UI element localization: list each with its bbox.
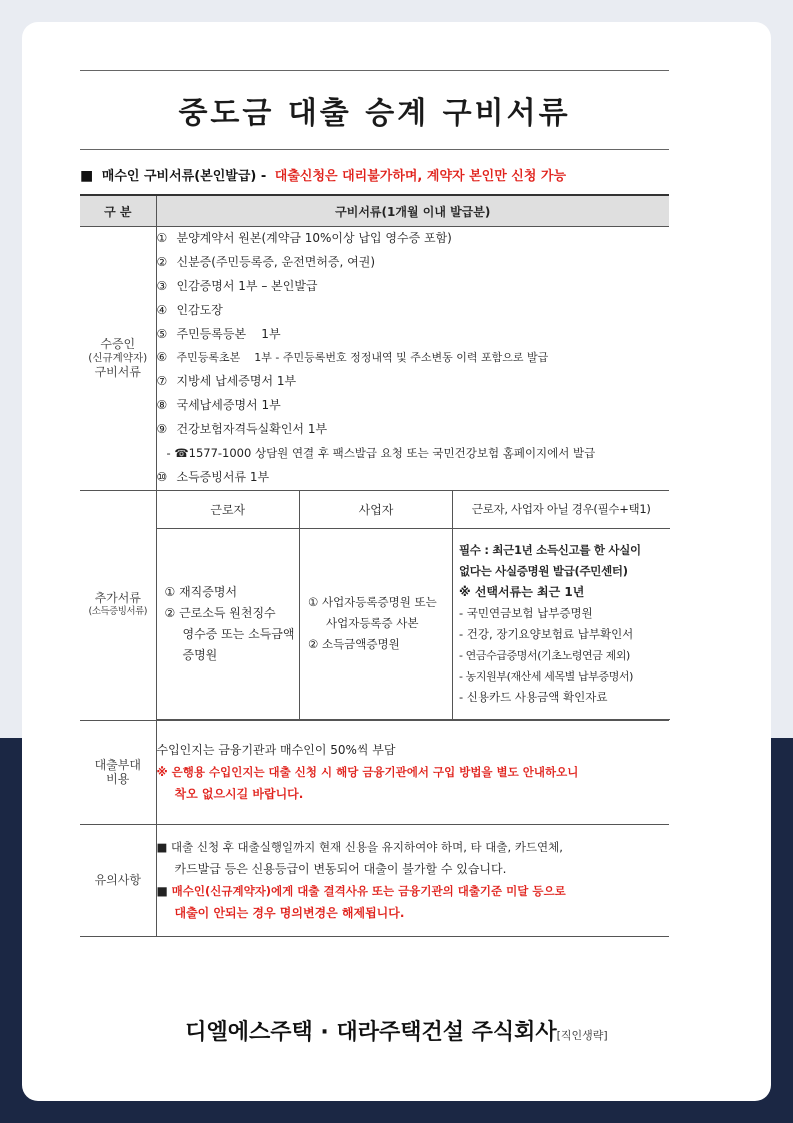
employee-doc-line: ① 재직증명서	[164, 584, 238, 599]
item-text: 주민등록등본 1부	[176, 326, 281, 341]
notes-row	[80, 824, 669, 936]
square-bullet-icon: ■	[156, 884, 168, 899]
page-title: 중도금 대출 승계 구비서류	[178, 96, 571, 131]
list-item	[157, 323, 670, 347]
header-documents: 구비서류(1개월 이내 발급분)	[156, 195, 669, 227]
item-number: ③	[156, 278, 168, 293]
list-item-note	[157, 442, 670, 466]
company-footer	[0, 1015, 793, 1046]
cost-warning-line: ※ 은행용 수입인지는 대출 신청 시 해당 금융기관에서 구입 방법을 별도 안내하오니	[156, 765, 579, 780]
list-item	[157, 346, 670, 370]
employee-doc-line: ② 근로소득 원천징수	[164, 605, 276, 620]
optional-doc-line: - 국민연금보험 납부증명원	[459, 605, 593, 620]
title-bottom-rule	[80, 149, 669, 150]
col-other: 근로자, 사업자 아닐 경우(필수+택1)	[453, 491, 670, 529]
item-number: ①	[156, 231, 168, 245]
table-header-row	[80, 195, 669, 227]
additional-docs-row	[80, 490, 669, 720]
employee-docs	[157, 528, 300, 719]
label-line: 비용	[106, 772, 130, 787]
item-number: ④	[156, 302, 168, 317]
company-name: 디엘에스주택 · 대라주택건설 주식회사	[185, 1020, 557, 1045]
label-line: 구비서류	[94, 365, 141, 380]
label-line: (신규계약자)	[88, 352, 148, 365]
item-text: 국세납세증명서 1부	[176, 398, 281, 413]
subtable-header-row	[157, 491, 670, 529]
seal-note: [직인생략]	[556, 1029, 608, 1042]
notes-content	[156, 824, 669, 936]
item-number: ⑨	[156, 422, 168, 437]
note-warning-text: 대출이 안되는 경우 명의변경은 해제됩니다.	[174, 906, 405, 921]
square-bullet-icon: ■	[80, 168, 94, 184]
list-item	[157, 418, 670, 442]
cost-label	[80, 720, 156, 824]
item-number: ⑦	[156, 374, 168, 389]
item-number: ⑧	[156, 398, 168, 413]
list-item	[157, 275, 670, 299]
item-number: ⑥	[156, 350, 168, 365]
required-docs-list	[156, 227, 669, 491]
business-doc-line: ① 사업자등록증명원 또는	[308, 595, 437, 610]
documents-table	[80, 194, 669, 937]
item-text: 인감도장	[176, 302, 223, 317]
item-text: 분양계약서 원본(계약금 10%이상 납입 영수증 포함)	[176, 231, 452, 245]
item-number: ②	[156, 254, 168, 269]
list-item	[157, 466, 670, 490]
item-text: 신분증(주민등록증, 운전면허증, 여권)	[176, 254, 376, 269]
list-item	[157, 227, 670, 251]
item-text: 인감증명서 1부 – 본인발급	[176, 278, 318, 293]
item-text: 지방세 납세증명서 1부	[176, 374, 297, 389]
header-category: 구 분	[80, 195, 156, 227]
business-doc-line: 사업자등록증 사본	[326, 616, 419, 631]
optional-doc-line: - 농지원부(재산세 세목별 납부증명서)	[459, 669, 634, 683]
optional-doc-line: - 건강, 장기요양보험료 납부확인서	[459, 626, 634, 641]
optional-title: ※ 선택서류는 최근 1년	[459, 584, 585, 599]
note-line	[157, 880, 670, 902]
notes-label: 유의사항	[80, 824, 156, 936]
list-item	[157, 251, 670, 275]
list-item	[157, 370, 670, 394]
business-docs	[300, 528, 453, 719]
item-number: ⑩	[156, 469, 168, 484]
label-line: 대출부대	[94, 758, 141, 773]
note-warning-text: 매수인(신규계약자)에게 대출 결격사유 또는 금융기관의 대출기준 미달 등으로	[171, 884, 566, 899]
cost-line: 수입인지는 금융기관과 매수인이 50%씩 부담	[156, 743, 396, 758]
note-line: 카드발급 등은 신용등급이 변동되어 대출이 불가할 수 있습니다.	[174, 862, 507, 877]
item-text: 주민등록초본 1부 - 주민등록번호 정정내역 및 주소변동 이력 포함으로 발급	[176, 351, 549, 365]
other-docs	[453, 528, 670, 719]
col-business: 사업자	[300, 491, 453, 529]
list-item	[157, 299, 670, 323]
cost-content	[156, 720, 669, 824]
additional-docs-label	[80, 490, 156, 720]
additional-docs-cell	[156, 490, 669, 720]
other-required-line: 없다는 사실증명원 발급(주민센터)	[459, 563, 628, 578]
section-warning: 대출신청은 대리불가하며, 계약자 본인만 신청 가능	[274, 169, 567, 184]
employee-doc-line: 영수증 또는 소득금액	[182, 626, 295, 641]
list-item	[157, 394, 670, 418]
label-line: 수증인	[100, 337, 136, 352]
optional-doc-line: - 연금수급증명서(기초노령연금 제외)	[459, 648, 630, 662]
label-line: 추가서류	[94, 591, 141, 606]
section-heading-text: 매수인 구비서류(본인발급) -	[101, 169, 267, 184]
item-text: 소득증빙서류 1부	[176, 469, 270, 484]
item-text: 건강보험자격득실확인서 1부	[176, 422, 328, 437]
title-top-rule	[80, 70, 669, 71]
label-line: (소득증빙서류)	[88, 606, 147, 618]
other-required-line: 필수 : 최근1년 소득신고를 한 사실이	[459, 542, 641, 557]
subtable-body-row	[157, 528, 670, 719]
required-docs-row	[80, 227, 669, 491]
item-number: ⑤	[156, 326, 168, 341]
section-heading	[80, 165, 566, 184]
optional-doc-line: - 신용카드 사용금액 확인자료	[459, 689, 608, 704]
cost-warning-line: 착오 없으시길 바랍니다.	[174, 787, 304, 802]
income-docs-subtable	[157, 491, 670, 720]
col-employee: 근로자	[157, 491, 300, 529]
business-doc-line: ② 소득금액증명원	[308, 637, 400, 652]
note-line: ■ 대출 신청 후 대출실행일까지 현재 신용을 유지하여야 하며, 타 대출, 카드연체,	[156, 840, 563, 855]
item-text: - ☎1577-1000 상담원 연결 후 팩스발급 요청 또는 국민건강보험 홈페이지에서 발급	[166, 446, 596, 461]
cost-row	[80, 720, 669, 824]
employee-doc-line: 증명원	[182, 647, 218, 662]
required-docs-label	[80, 227, 156, 491]
